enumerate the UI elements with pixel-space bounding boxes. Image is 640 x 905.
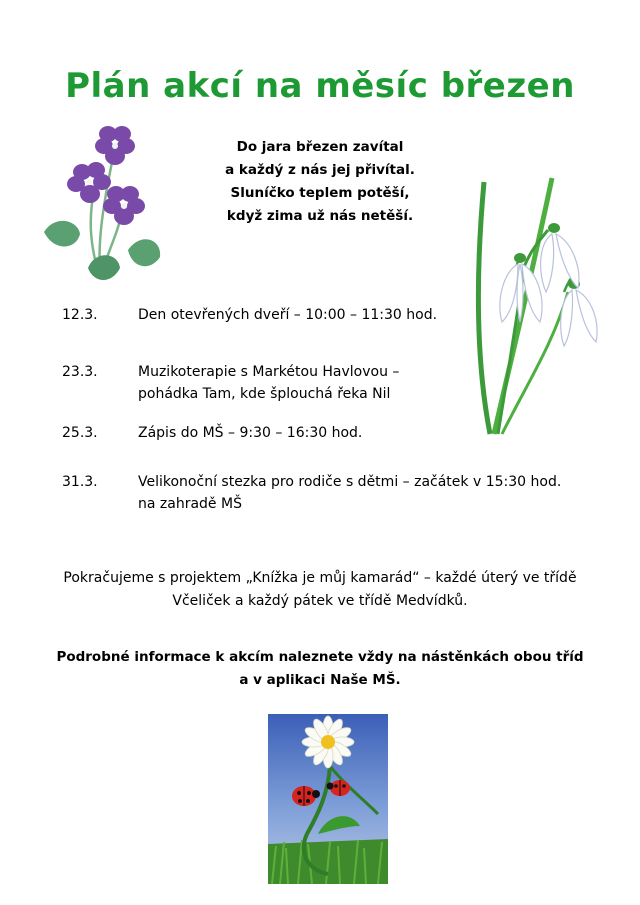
event-date: 31.3. bbox=[62, 474, 98, 490]
project-note bbox=[40, 567, 600, 613]
event-description-line-2: na zahradě MŠ bbox=[138, 496, 242, 512]
info-note bbox=[40, 646, 600, 692]
event-description: Velikonoční stezka pro rodiče s dětmi – začátek v 15:30 hod. bbox=[138, 474, 562, 490]
violet-flower-illustration bbox=[40, 122, 165, 284]
event-description-line-2: pohádka Tam, kde šplouchá řeka Nil bbox=[138, 386, 391, 402]
page-title: Plán akcí na měsíc březen bbox=[65, 66, 575, 106]
project-note-line: Včeliček a každý pátek ve třídě Medvídků. bbox=[172, 593, 468, 609]
poem-line: a každý z nás jej přivítal. bbox=[225, 162, 415, 178]
event-date: 23.3. bbox=[62, 364, 98, 380]
info-note-line: a v aplikaci Naše MŠ. bbox=[239, 672, 401, 688]
project-note-line: Pokračujeme s projektem „Knížka je můj kamarád“ – každé úterý ve třídě bbox=[63, 570, 577, 586]
info-note-line: Podrobné informace k akcím naleznete vždy na nástěnkách obou tříd bbox=[56, 649, 584, 665]
event-description: Muzikoterapie s Markétou Havlovou – bbox=[138, 364, 400, 380]
snowdrop-flower-illustration bbox=[468, 172, 608, 437]
event-date: 12.3. bbox=[62, 307, 98, 323]
poem-line: Sluníčko teplem potěší, bbox=[230, 185, 410, 201]
daisy-ladybug-painting bbox=[268, 714, 388, 884]
event-description: Zápis do MŠ – 9:30 – 16:30 hod. bbox=[138, 425, 363, 441]
poem-line: Do jara březen zavítal bbox=[236, 139, 404, 155]
poem-line: když zima už nás netěší. bbox=[226, 208, 414, 224]
poem bbox=[180, 136, 460, 228]
event-date: 25.3. bbox=[62, 425, 98, 441]
event-description: Den otevřených dveří – 10:00 – 11:30 hod. bbox=[138, 307, 438, 323]
